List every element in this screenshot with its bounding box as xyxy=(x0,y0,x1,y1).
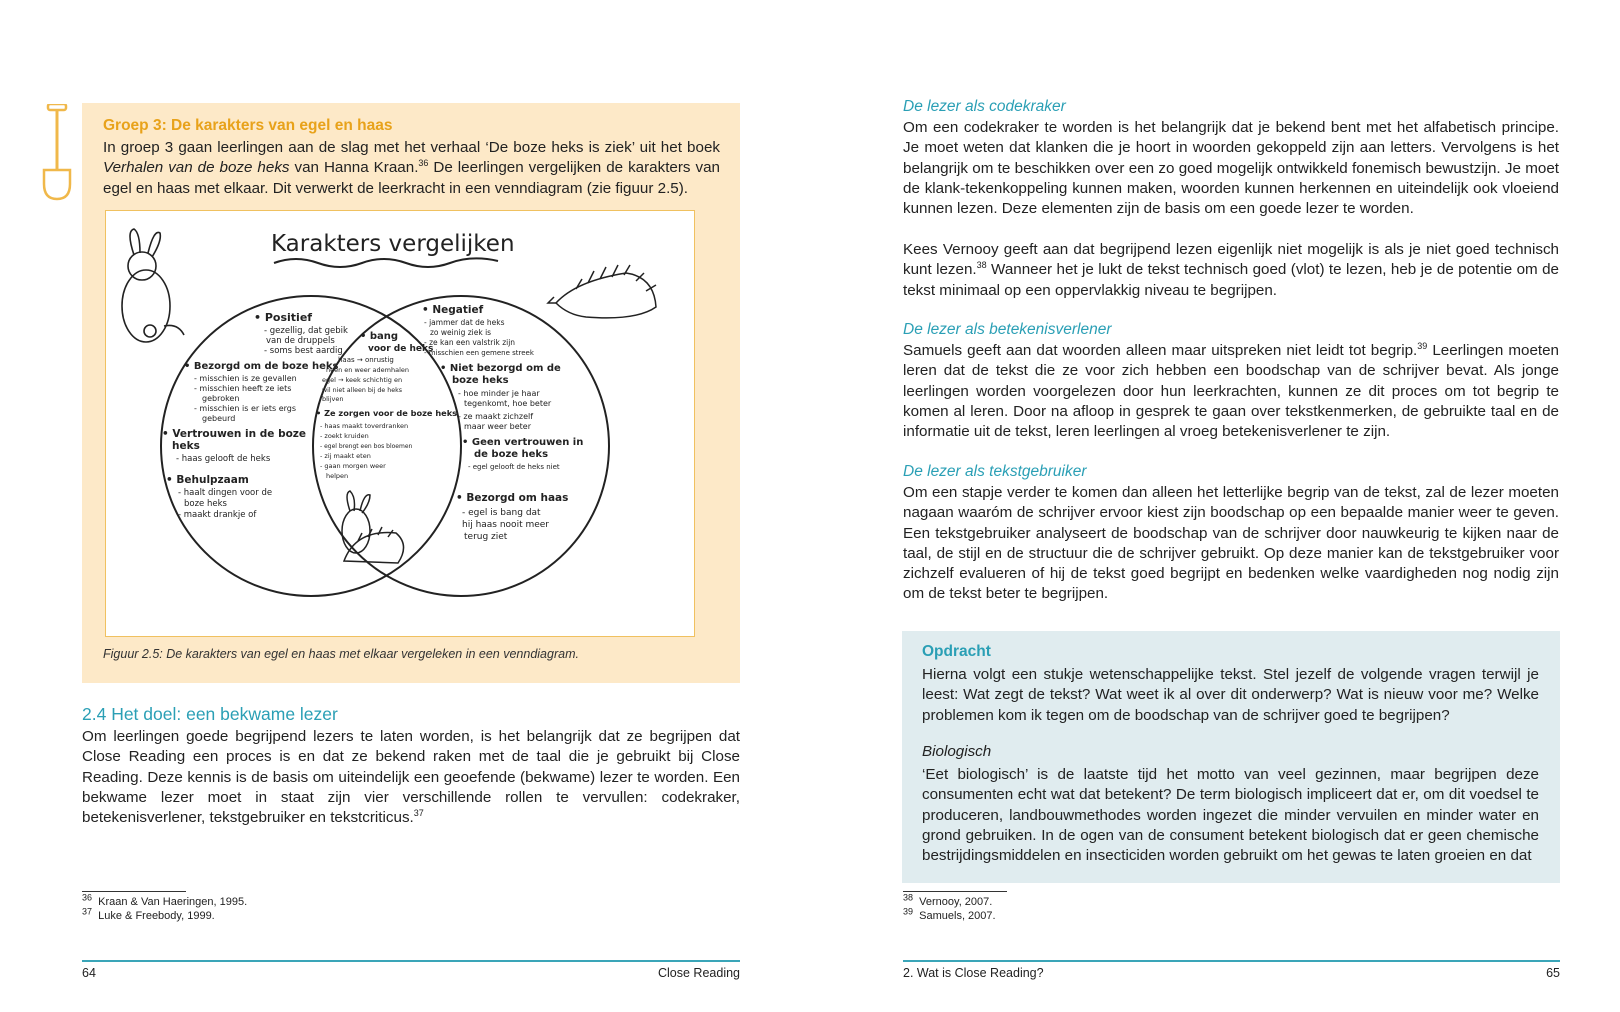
footnote-text: Kraan & Van Haeringen, 1995. xyxy=(98,896,248,908)
footnote-text: Luke & Freebody, 1999. xyxy=(98,910,215,922)
venn-line: - gezellig, dat gebik xyxy=(264,326,348,336)
venn-group-title: • Negatief xyxy=(422,304,484,316)
venn-right-text xyxy=(422,304,583,542)
venn-line: - zoekt kruiden xyxy=(320,432,369,440)
venn-line: - misschien een gemene streek xyxy=(424,349,534,357)
venn-line: - ze maakt zichzelf xyxy=(458,412,534,421)
footnote-ref: 39 xyxy=(1417,340,1428,351)
paragraph: Om een stapje verder te komen dan alleen het letterlijke begrip van de tekst, zal de lezer moeten nagaan waaróm de schrijver ervoor kiest zijn boodschap op een bepaalde manier weer te geven. Een tekstgebruiker analyseert de boodschap van de schrijver door nauwkeurig te kijken naar de taal, de stijl en de structuur die de schrijver gebruikt. Op deze manier kan de tekstgebruiker voor zichzelf evalueren of hij de tekst goed begrijpt en bedenken welke vaardigheden nog nodig zijn om de tekst beter te begrijpen. xyxy=(903,484,1559,603)
footnote xyxy=(903,892,993,909)
paragraph xyxy=(903,341,1559,442)
venn-group-title: • Vertrouwen in de boze xyxy=(162,428,307,440)
venn-group-title: • Behulpzaam xyxy=(166,474,249,486)
venn-line: - soms best aardig xyxy=(264,346,343,356)
venn-line: - egel brengt een bos bloemen xyxy=(320,443,413,450)
footnote-number: 39 xyxy=(903,906,914,917)
venn-line: hij haas nooit meer xyxy=(462,520,549,530)
paragraph-part: Samuels geeft aan dat woorden alleen maar uitspreken niet leidt tot begrip. xyxy=(903,342,1418,359)
subheading-codekraker: De lezer als codekraker xyxy=(903,98,1066,115)
hedgehog-illustration xyxy=(548,265,656,318)
footnote-text: Samuels, 2007. xyxy=(919,910,996,922)
subheading-betekenisverlener: De lezer als betekenisverlener xyxy=(903,321,1112,338)
venn-line: - gaan morgen weer xyxy=(320,462,386,470)
venn-line: gebroken xyxy=(202,394,240,403)
venn-diagram xyxy=(106,211,694,636)
venn-group-title: • Bezorgd om haas xyxy=(456,492,569,504)
venn-group-title: • Ze zorgen voor de boze heks xyxy=(316,408,458,418)
section-text xyxy=(82,727,740,828)
venn-line: terug ziet xyxy=(464,532,508,542)
footnote xyxy=(903,906,996,923)
footer-rule xyxy=(903,960,1560,962)
footnote-ref: 36 xyxy=(418,158,429,169)
footnote-number: 36 xyxy=(82,892,93,903)
footnote-text: Vernooy, 2007. xyxy=(919,896,993,908)
venn-group-title: • Bezorgd om de boze heks xyxy=(184,361,339,372)
page-number: 65 xyxy=(1546,966,1560,980)
venn-line: voor de heks xyxy=(368,344,434,354)
venn-group-title: • bang xyxy=(360,331,399,342)
venn-line: haas → onrustig xyxy=(338,356,394,364)
footer-rule xyxy=(82,960,740,962)
figure-caption: Figuur 2.5: De karakters van egel en haas met elkaar vergeleken in een venndiagram. xyxy=(103,647,579,661)
rabbit-hedgehog-illustration xyxy=(342,491,404,563)
info-text-part: van Hanna Kraan. xyxy=(289,159,419,177)
shovel-icon xyxy=(40,104,74,202)
venn-line: - misschien heeft ze iets xyxy=(194,384,292,393)
footnote-divider xyxy=(903,891,1007,892)
venn-line: egel → keek schichtig en xyxy=(322,376,403,384)
footnote-number: 38 xyxy=(903,892,914,903)
rabbit-illustration xyxy=(122,229,184,342)
venn-line: - misschien is er iets ergs xyxy=(194,404,297,413)
venn-line: - haas maakt toverdranken xyxy=(320,422,409,430)
running-title: Close Reading xyxy=(658,966,740,980)
venn-line: gebeurd xyxy=(202,414,236,423)
assignment-title: Opdracht xyxy=(922,643,991,660)
venn-line: tegenkomt, hoe beter xyxy=(464,399,552,408)
venn-line: boze heks xyxy=(184,499,227,509)
venn-line: neen en weer ademhalen xyxy=(326,366,410,374)
heading-underline xyxy=(274,258,498,267)
venn-line: heks xyxy=(172,440,200,452)
venn-line: - haas gelooft de heks xyxy=(176,454,271,464)
venn-line: - hoe minder je haar xyxy=(458,389,540,398)
footnote-ref: 38 xyxy=(976,260,987,271)
info-box-title: Groep 3: De karakters van egel en haas xyxy=(103,117,393,134)
venn-group-title: • Niet bezorgd om de xyxy=(440,363,561,374)
venn-line: van de druppels xyxy=(266,336,335,346)
info-text-part: In groep 3 gaan leerlingen aan de slag met het verhaal ‘De boze heks is ziek’ uit het boek xyxy=(103,139,720,156)
info-box-text xyxy=(103,138,720,199)
venn-line: - maakt drankje of xyxy=(178,510,257,520)
venn-line: blijven xyxy=(322,395,344,403)
footnote-divider xyxy=(82,891,186,892)
section-text-body: Om leerlingen goede begrijpend lezers te laten worden, is het belangrijk dat ze begrijpen dat Close Reading een proces is en dat ze bekend raken met de taal die je gebruikt bij Close Reading. Deze kennis is de basis om uiteindelijk een geoefende (bekwame) lezer te worden. Een bekwame lezer moet in staat zijn vier verschillende rollen te vervullen: codekraker, betekenisverlener, tekstgebruiker en tekstcriticus. xyxy=(82,728,740,827)
venn-group-title: • Positief xyxy=(254,311,313,324)
book-title: Verhalen van de boze heks xyxy=(103,159,290,177)
assignment-subtitle: Biologisch xyxy=(922,743,992,760)
section-heading: 2.4 Het doel: een bekwame lezer xyxy=(82,704,338,724)
venn-line: zo weinig ziek is xyxy=(430,328,492,337)
venn-line: - egel is bang dat xyxy=(462,508,541,518)
subheading-tekstgebruiker: De lezer als tekstgebruiker xyxy=(903,463,1087,480)
venn-line: - jammer dat de heks xyxy=(424,318,505,327)
footnote xyxy=(82,892,248,909)
paragraph: Om een codekraker te worden is het belangrijk dat je bekend bent met het alfabetisch principe. Je moet weten dat klanken die je hoort in woorden gekoppeld zijn aan letters. Vervolgens is het belangrijk om te beschikken over een zo goed mogelijk ontwikkeld fonemisch bewustzijn. Je moet de klank-tekenkoppeling kunnen maken, woorden kunnen herkennen en uiteindelijk ook vloeiend kunnen lezen. Deze elementen zijn de basis om een goede lezer te worden. xyxy=(903,119,1559,218)
venn-figure xyxy=(105,210,695,637)
venn-line: - haalt dingen voor de xyxy=(178,488,273,498)
info-text-part: De leerlingen vergelijken de karakters van egel en haas met elkaar. Dit verwerkt de leerkracht in een venndiagram (zie figuur 2.5). xyxy=(103,159,720,197)
footnote-ref: 37 xyxy=(413,808,424,819)
paragraph-part: Leerlingen moeten leren dat de tekst die ze voor zich hebben een boodschap van de schrijver bevat. Als jonge leerlingen worden voorgelezen door hun leerkrachten, kunnen ze dit proces om tot begrip te komen al leren. Door na afloop in gesprek te gaan over tekstkenmerken, de gebruikte taal en de informatie uit de tekst, leren leerlingen al vroeg betekenisverlener te zijn. xyxy=(903,342,1559,441)
venn-line: - misschien is ze gevallen xyxy=(194,374,297,383)
venn-line: - egel gelooft de heks niet xyxy=(468,463,560,471)
venn-line: helpen xyxy=(326,472,349,480)
paragraph-part: Wanneer het je lukt de tekst technisch goed (vlot) te lezen, heb je de potentie om de tekst minimaal op een oppervlakkig niveau te begrijpen. xyxy=(903,261,1559,299)
assignment-text: Hierna volgt een stukje wetenschappelijke tekst. Stel jezelf de volgende vragen terwijl je leest: Wat zegt de tekst? Wat weet ik al over dit onderwerp? Wat is nieuw voor me? Welke problemen kom ik tegen om de boodschap van de schrijver goed te begrijpen? xyxy=(922,666,1539,724)
running-title: 2. Wat is Close Reading? xyxy=(903,966,1044,980)
footnote xyxy=(82,906,215,923)
figure-heading: Karakters vergelijken xyxy=(271,231,515,257)
paragraph-part: Kees Vernooy geeft aan dat begrijpend lezen eigenlijk niet mogelijk is als je niet goed technisch kunt lezen. xyxy=(903,241,1559,279)
venn-line: - ze kan een valstrik zijn xyxy=(424,338,516,347)
venn-line: de boze heks xyxy=(474,449,549,460)
venn-line: boze heks xyxy=(452,375,509,386)
venn-line: maar weer beter xyxy=(464,422,531,431)
venn-line: - zij maakt eten xyxy=(320,452,371,460)
paragraph xyxy=(903,240,1559,301)
page-number: 64 xyxy=(82,966,96,980)
venn-group-title: • Geen vertrouwen in xyxy=(462,437,584,448)
footnote-number: 37 xyxy=(82,906,93,917)
assignment-text: ‘Eet biologisch’ is de laatste tijd het motto van veel gezinnen, maar begrijpen deze consumenten echt wat dat betekent? De term biologisch impliceert dat er, om dit voedsel te produceren, landbouwmethodes worden ingezet die minder vervuilen en minder water en grond gebruiken. In de ogen van de consument betekent biologisch dat er geen chemische bestrijdingsmiddelen en insecticiden worden gebruikt om het gewas te laten groeien en dat xyxy=(922,766,1539,865)
venn-line: wil niet alleen bij de heks xyxy=(322,387,402,394)
